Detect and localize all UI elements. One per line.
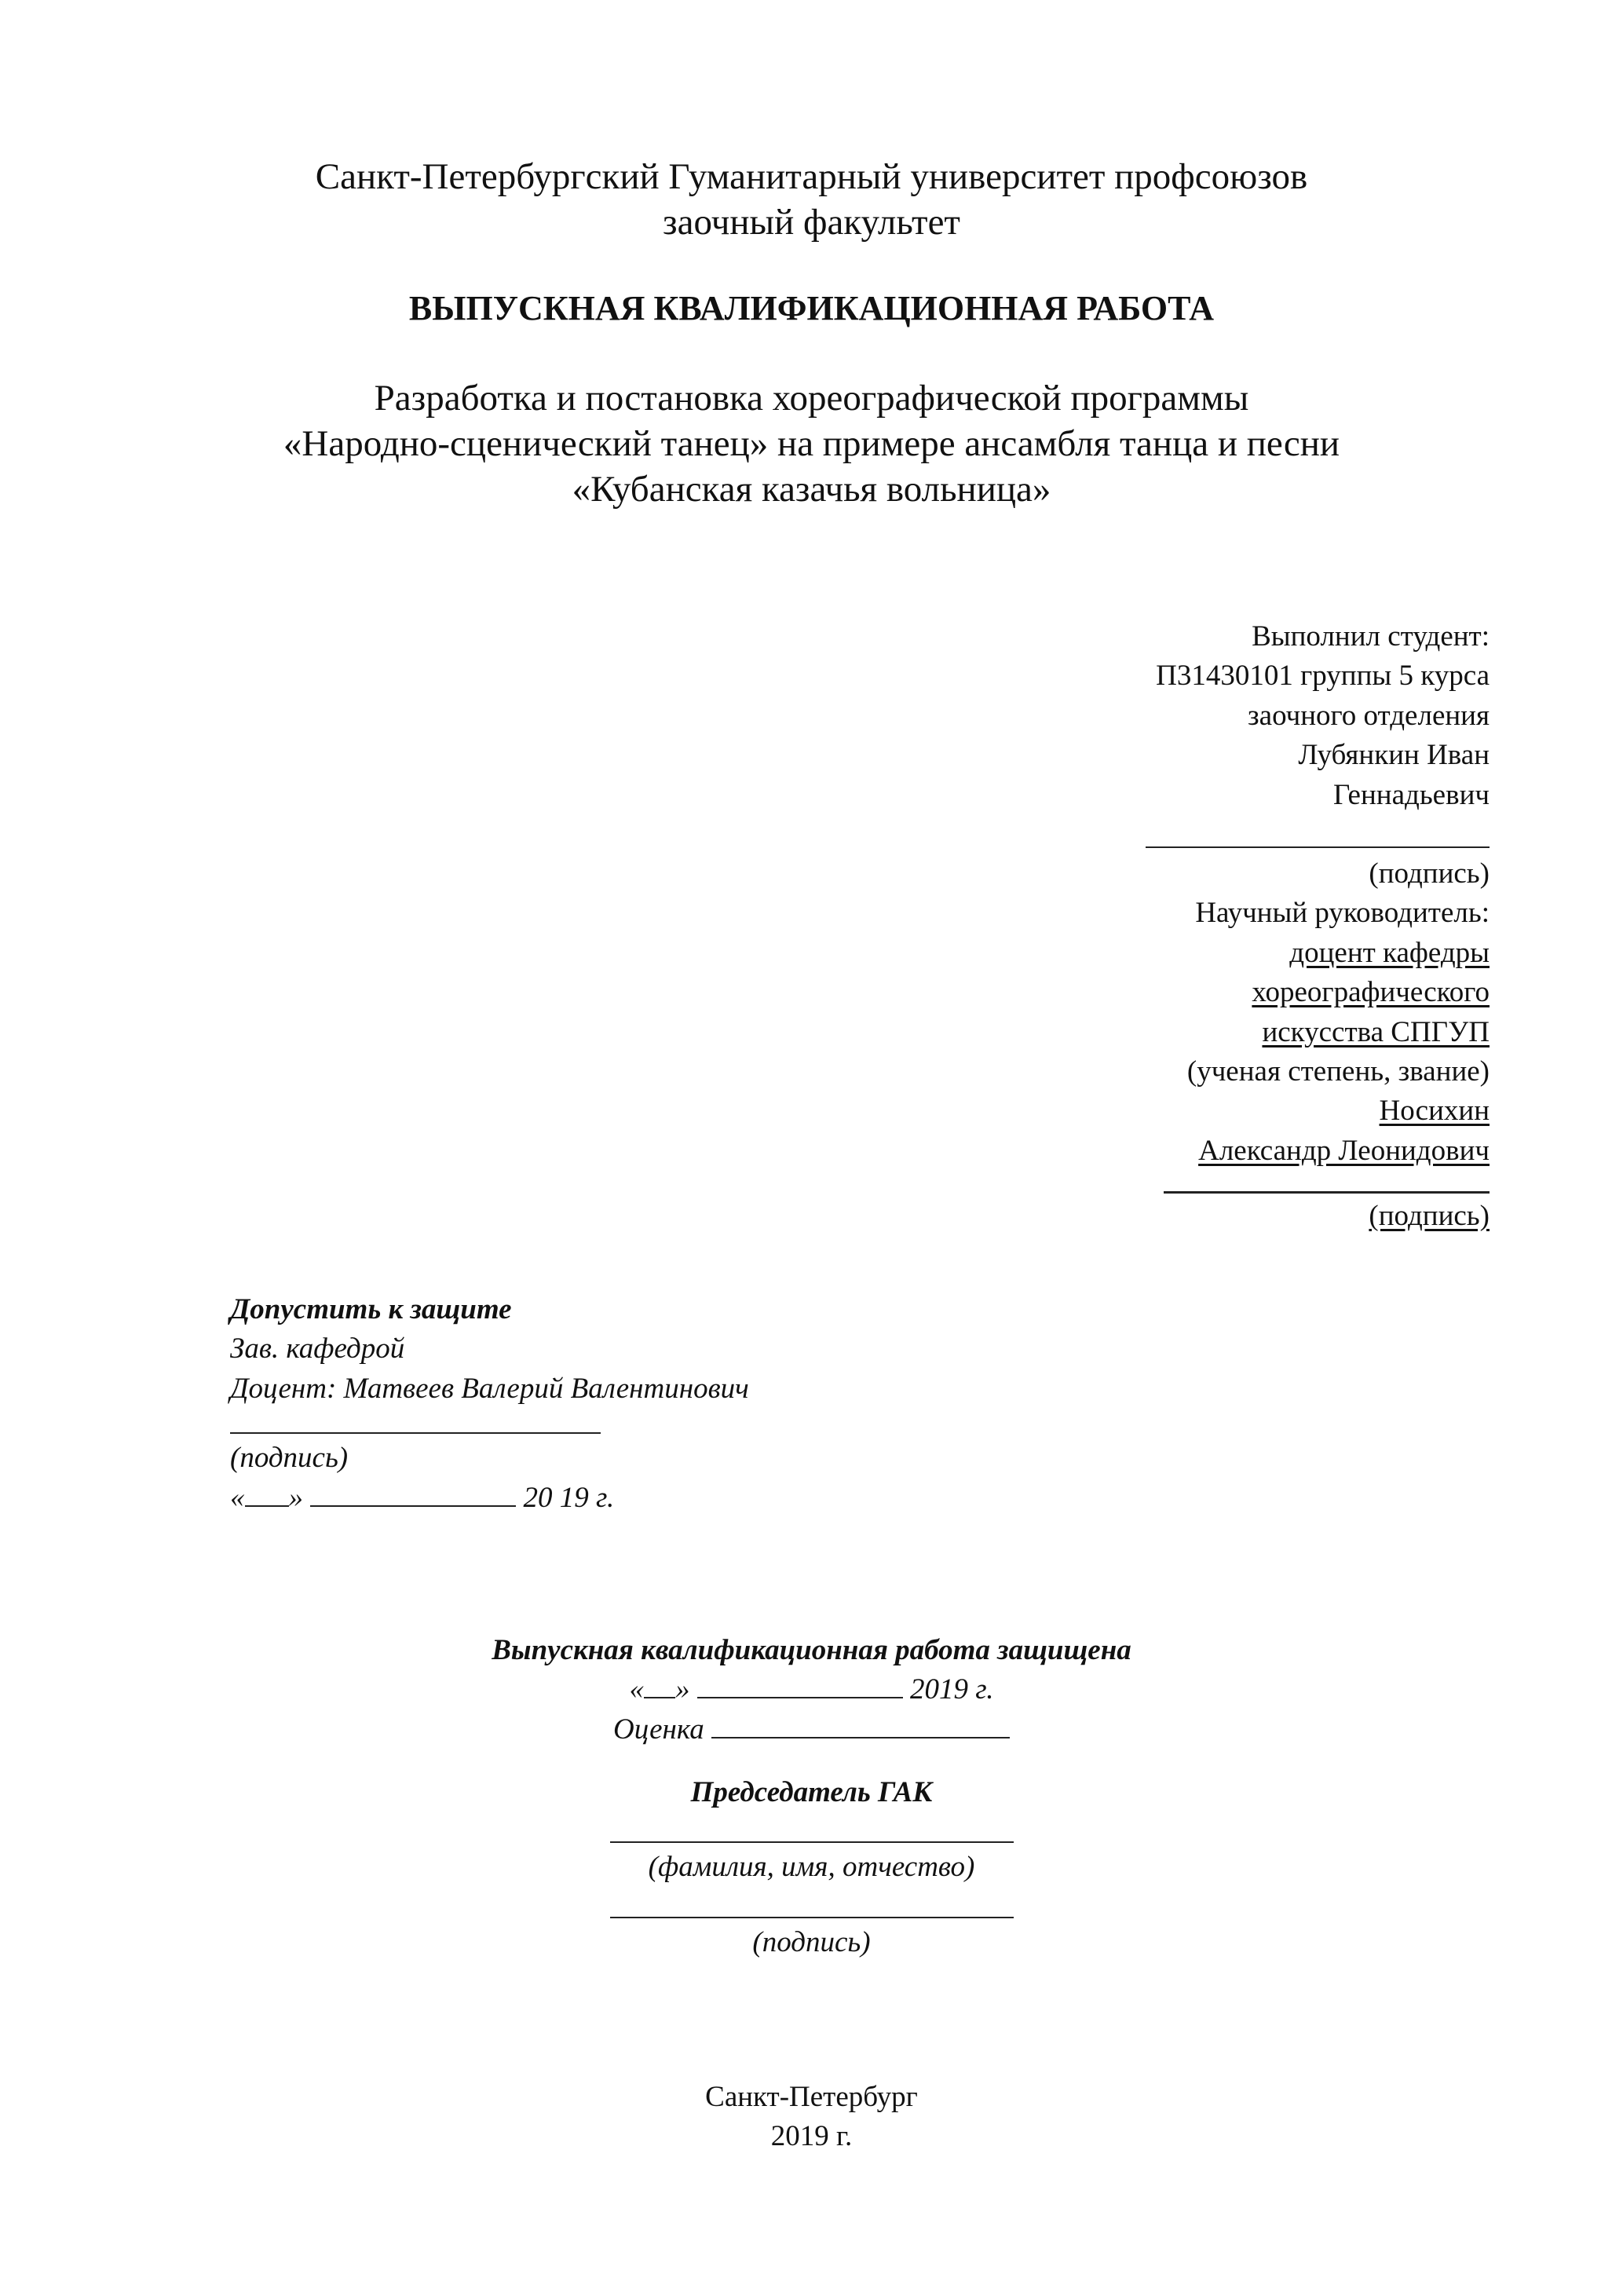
- student-group: П31430101 группы 5 курса: [1156, 660, 1490, 693]
- supervisor-label: Научный руководитель:: [1195, 897, 1490, 930]
- grade-blank: [711, 1736, 1010, 1738]
- supervisor-position-line-3: искусства СПГУП: [1262, 1015, 1490, 1048]
- header: [0, 154, 1623, 245]
- footer-city: Санкт-Петербург: [705, 2081, 918, 2113]
- supervisor-position-line-2: хореографического: [1252, 976, 1490, 1009]
- student-name-line-2: Геннадьевич: [1332, 778, 1490, 811]
- student-name-line-1: Лубянкин Иван: [1298, 739, 1490, 772]
- defense-day-blank: [644, 1696, 675, 1698]
- thesis-topic: [0, 375, 1623, 512]
- footer: [0, 2078, 1623, 2157]
- footer-year: 2019 г.: [770, 2120, 853, 2153]
- approval-date-open: «: [230, 1481, 245, 1514]
- defense-block: [0, 1631, 1623, 1962]
- performed-by-label: Выполнил студент:: [1252, 620, 1490, 653]
- fio-label: (фамилия, имя, отчество): [648, 1850, 975, 1883]
- defense-date-year: 2019 г.: [910, 1673, 994, 1706]
- topic-line-1: Разработка и постановка хореографической программы: [374, 378, 1249, 419]
- defense-month-blank: [697, 1696, 903, 1698]
- topic-line-2: «Народно-сценический танец» на примере ансамбля танца и песни: [283, 423, 1340, 464]
- grade-label: Оценка: [612, 1713, 704, 1746]
- approval-date: [230, 1479, 937, 1518]
- supervisor-name-line-2: Александр Леонидович: [1198, 1134, 1490, 1167]
- approval-signature-label: (подпись): [230, 1442, 349, 1475]
- approval-role: Зав. кафедрой: [230, 1333, 405, 1366]
- chair-signature-label: (подпись): [752, 1926, 871, 1959]
- university-name: Санкт-Петербургский Гуманитарный университет профсоюзов: [315, 156, 1308, 197]
- approval-date-close: »: [288, 1481, 303, 1514]
- grade-row: [0, 1710, 1623, 1749]
- approval-month-blank: [310, 1504, 516, 1507]
- topic-line-3: «Кубанская казачья вольница»: [572, 469, 1051, 510]
- approval-person: Доцент: Матвеев Валерий Валентинович: [230, 1372, 749, 1405]
- defense-date: [0, 1670, 1623, 1709]
- defense-date-open: «: [629, 1673, 645, 1706]
- defense-date-close: »: [675, 1673, 690, 1706]
- student-department: заочного отделения: [1248, 699, 1490, 732]
- approval-date-year: 20 19 г.: [523, 1481, 615, 1514]
- degree-label: (ученая степень, звание): [1186, 1055, 1490, 1088]
- supervisor-name-line-1: Носихин: [1379, 1095, 1490, 1128]
- approval-day-blank: [245, 1504, 289, 1507]
- defense-heading: Выпускная квалификационная работа защищена: [492, 1634, 1131, 1666]
- chair-heading: Председатель ГАК: [690, 1776, 933, 1809]
- student-signature-label: (подпись): [1369, 857, 1490, 890]
- approval-block: [230, 1290, 937, 1518]
- author-block: [940, 617, 1490, 1237]
- approval-heading: Допустить к защите: [230, 1293, 512, 1325]
- supervisor-signature-label: (подпись): [1369, 1200, 1490, 1233]
- supervisor-position-line-1: доцент кафедры: [1289, 936, 1490, 969]
- document-title: ВЫПУСКНАЯ КВАЛИФИКАЦИОННАЯ РАБОТА: [408, 289, 1215, 327]
- faculty-name: заочный факультет: [663, 202, 960, 243]
